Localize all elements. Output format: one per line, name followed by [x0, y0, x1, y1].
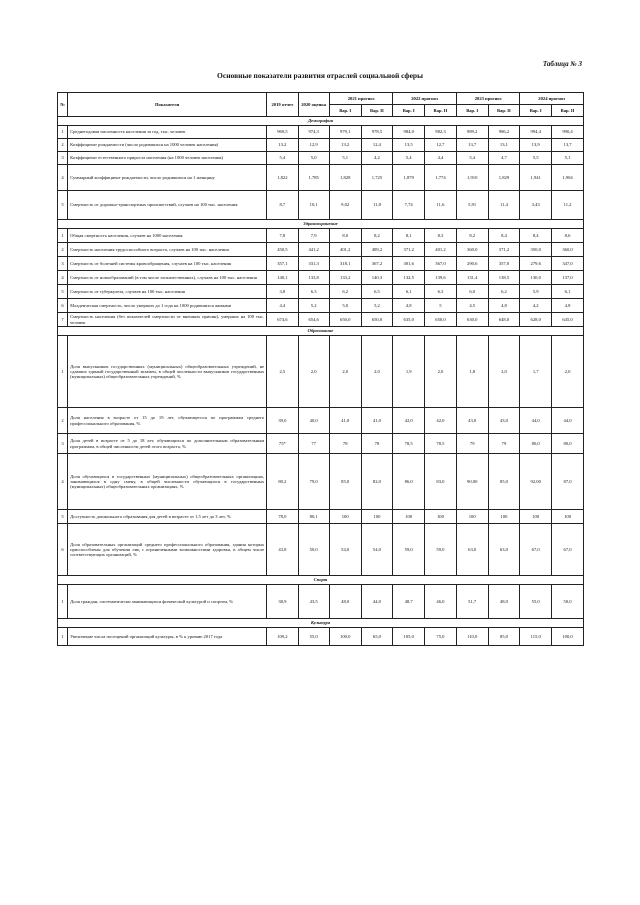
table-row [58, 299, 584, 313]
indicator-label: Увеличение числа посещений организаций культуры, в % к уровню 2017 года [68, 628, 267, 646]
header-2023: 2023 прогноз [456, 93, 520, 105]
header-2020: 2020 оценка [298, 93, 329, 117]
value-cell: 100 [488, 510, 520, 524]
value-cell: 42,0 [393, 408, 425, 434]
header-2022: 2022 прогноз [393, 93, 457, 105]
value-cell: 131,4 [456, 271, 488, 285]
table-row [58, 152, 584, 165]
row-number: 1 [58, 126, 68, 139]
indicators-table [57, 92, 584, 646]
section-row [58, 619, 584, 628]
value-cell: 4,5 [456, 299, 488, 313]
value-cell: 43,0 [488, 408, 520, 434]
indicator-label: Смертность от дорожно-транспортных происшествий, случаев на 100 тыс. населения [68, 191, 267, 220]
table-row [58, 313, 584, 327]
document-title: Основные показатели развития отраслей социальной сферы [217, 71, 423, 80]
value-cell: 12,7 [425, 139, 457, 152]
section-row [58, 576, 584, 585]
value-cell: 59,0 [425, 524, 457, 576]
indicator-label: Младенческая смертность, число умерших до 1 года на 1000 родившихся живыми [68, 299, 267, 313]
section-title: Демография [58, 117, 584, 126]
value-cell: 1,7 [520, 336, 552, 408]
row-number: 2 [58, 139, 68, 152]
value-cell: 44,0 [520, 408, 552, 434]
row-number: 1 [58, 336, 68, 408]
value-cell: 138,5 [488, 271, 520, 285]
section-title: Спорт [58, 576, 584, 585]
value-cell: 55,0 [298, 628, 329, 646]
value-cell: 13,7 [552, 139, 584, 152]
header-var: Вар. II [425, 105, 457, 117]
section-row [58, 327, 584, 336]
value-cell: 11,6 [425, 191, 457, 220]
value-cell: 350,0 [520, 243, 552, 257]
value-cell: 650,0 [361, 313, 393, 327]
value-cell: 132,5 [393, 271, 425, 285]
row-number: 7 [58, 313, 68, 327]
value-cell: 79 [456, 434, 488, 454]
value-cell: 79 [488, 434, 520, 454]
value-cell: 1,904 [552, 165, 584, 191]
value-cell: 79,0 [298, 454, 329, 510]
value-cell: 75* [267, 434, 298, 454]
value-cell: 63,0 [456, 524, 488, 576]
indicator-label: Смертность населения трудоспособного возраста, случаев на 100 тыс. населения [68, 243, 267, 257]
value-cell: 5,2 [361, 299, 393, 313]
value-cell: 137,0 [552, 271, 584, 285]
value-cell: 5 [425, 299, 457, 313]
value-cell: 8,0 [329, 229, 361, 243]
value-cell: 8,1 [393, 229, 425, 243]
value-cell: 75,0 [425, 628, 457, 646]
value-cell: 7,74 [393, 191, 425, 220]
value-cell: 55,0 [520, 585, 552, 619]
value-cell: 6,2 [329, 285, 361, 299]
value-cell: 105,0 [393, 628, 425, 646]
row-number: 1 [58, 229, 68, 243]
value-cell: 1,785 [298, 165, 329, 191]
row-number: 6 [58, 299, 68, 313]
table-row [58, 285, 584, 299]
value-cell: 2,0 [488, 336, 520, 408]
value-cell: 44,0 [552, 408, 584, 434]
value-cell: 371,2 [488, 243, 520, 257]
value-cell: 13,9 [520, 139, 552, 152]
value-cell: 83,0 [425, 454, 457, 510]
value-cell: 48,7 [393, 585, 425, 619]
value-cell: 100 [425, 510, 457, 524]
value-cell: 1,829 [488, 165, 520, 191]
value-cell: 6,3 [298, 285, 329, 299]
header-num: № [58, 93, 68, 117]
value-cell: 13,1 [488, 139, 520, 152]
value-cell: 974,3 [298, 126, 329, 139]
value-cell: 80,0 [520, 434, 552, 454]
value-cell: 318,1 [329, 257, 361, 271]
value-cell: 90,00 [456, 454, 488, 510]
row-number: 3 [58, 434, 68, 454]
value-cell: 994,4 [520, 126, 552, 139]
value-cell: 85,0 [488, 628, 520, 646]
section-row [58, 220, 584, 229]
value-cell: 80,0 [552, 434, 584, 454]
value-cell: 41,0 [329, 408, 361, 434]
row-number: 1 [58, 628, 68, 646]
header-2019: 2019 отчет [267, 93, 298, 117]
indicator-label: Доля детей в возрасте от 5 до 18 лет, обучающихся по дополнительным образовательным программам, в общей численности детей этого возраста, % [68, 434, 267, 454]
value-cell: 4,8 [552, 299, 584, 313]
value-cell: 969,5 [267, 126, 298, 139]
section-title: Культура [58, 619, 584, 628]
value-cell: 6,5 [361, 285, 393, 299]
value-cell: 80,1 [298, 510, 329, 524]
value-cell: 67,0 [552, 524, 584, 576]
indicator-label: Смертность от болезней системы кровообращения, случаев на 100 тыс. населения [68, 257, 267, 271]
value-cell: 8,7 [267, 191, 298, 220]
table-caption: Таблица № 3 [542, 60, 582, 68]
value-cell: 6,0 [456, 285, 488, 299]
value-cell: 8,2 [361, 229, 393, 243]
value-cell: 54,0 [329, 524, 361, 576]
value-cell: 78,0 [267, 510, 298, 524]
indicator-label: Доступность дошкольного образования для детей в возрасте от 1,5 лет до 3 лет, % [68, 510, 267, 524]
value-cell: 6,1 [552, 285, 584, 299]
value-cell: 63,0 [488, 524, 520, 576]
value-cell: 290,6 [456, 257, 488, 271]
value-cell: 11,8 [361, 191, 393, 220]
value-cell: 989,2 [456, 126, 488, 139]
value-cell: 5,4 [456, 152, 488, 165]
value-cell: 5,0 [329, 299, 361, 313]
value-cell: 42,0 [425, 408, 457, 434]
value-cell: 1,725 [361, 165, 393, 191]
table-row [58, 165, 584, 191]
value-cell: 41,0 [361, 408, 393, 434]
value-cell: 140,1 [267, 271, 298, 285]
table-row [58, 408, 584, 434]
value-cell: 133,2 [329, 271, 361, 285]
value-cell: 982,3 [425, 126, 457, 139]
value-cell: 43,0 [456, 408, 488, 434]
value-cell: 6,2 [488, 285, 520, 299]
value-cell: 2,5 [267, 336, 298, 408]
table-row [58, 271, 584, 285]
table-row [58, 434, 584, 454]
value-cell: 5,5 [520, 152, 552, 165]
value-cell: 82,0 [361, 454, 393, 510]
value-cell: 360,0 [552, 243, 584, 257]
indicator-label: Доля населения в возрасте от 15 до 19 лет, обучающегося по программам среднего профессионального образования, % [68, 408, 267, 434]
value-cell: 5,0 [298, 152, 329, 165]
value-cell: 100 [393, 510, 425, 524]
value-cell: 4,2 [361, 152, 393, 165]
value-cell: 51,7 [456, 585, 488, 619]
row-number: 3 [58, 152, 68, 165]
value-cell: 7,9 [298, 229, 329, 243]
indicator-label: Смертность населения (без показателей смертности от внешних причин), умерших на 100 тыс. человек [68, 313, 267, 327]
value-cell: 645,0 [552, 313, 584, 327]
value-cell: 10,1 [298, 191, 329, 220]
value-cell: 92,00 [520, 454, 552, 510]
value-cell: 984,0 [393, 126, 425, 139]
value-cell: 13,5 [393, 139, 425, 152]
value-cell: 357,0 [488, 257, 520, 271]
value-cell: 78,5 [393, 434, 425, 454]
value-cell: 441,2 [298, 243, 329, 257]
indicator-label: Коэффициент естественного прироста населения (на 1000 человек населения) [68, 152, 267, 165]
value-cell: 87,0 [552, 454, 584, 510]
value-cell: 13,2 [329, 139, 361, 152]
header-var: Вар. I [520, 105, 552, 117]
value-cell: 100 [456, 510, 488, 524]
row-number: 5 [58, 285, 68, 299]
section-title: Образование [58, 327, 584, 336]
value-cell: 401,2 [329, 243, 361, 257]
value-cell: 13,7 [456, 139, 488, 152]
value-cell: 650,0 [329, 313, 361, 327]
value-cell: 630,0 [456, 313, 488, 327]
value-cell: 331,3 [298, 257, 329, 271]
value-cell: 9,02 [329, 191, 361, 220]
header-2024: 2024 прогноз [520, 93, 584, 105]
value-cell: 100,0 [552, 628, 584, 646]
value-cell: 5,1 [552, 152, 584, 165]
row-number: 6 [58, 524, 68, 576]
value-cell: 1,774 [425, 165, 457, 191]
value-cell: 77 [298, 434, 329, 454]
value-cell: 43,5 [298, 585, 329, 619]
value-cell: 48,0 [329, 585, 361, 619]
indicator-label: Смертность от туберкулеза, случаев на 100 тыс. населения [68, 285, 267, 299]
header-var: Вар. II [361, 105, 393, 117]
value-cell: 5,9 [520, 285, 552, 299]
row-number: 1 [58, 585, 68, 619]
value-cell: 50,0 [298, 524, 329, 576]
value-cell: 78 [361, 434, 393, 454]
value-cell: 4,8 [393, 299, 425, 313]
value-cell: 489,2 [361, 243, 393, 257]
value-cell: 5,1 [329, 152, 361, 165]
value-cell: 59,0 [393, 524, 425, 576]
value-cell: 48,0 [488, 585, 520, 619]
row-number: 4 [58, 454, 68, 510]
table-row [58, 336, 584, 408]
value-cell: 367,2 [361, 257, 393, 271]
value-cell: 86,0 [393, 454, 425, 510]
indicator-label: Среднегодовая численность населения за год, тыс. человек [68, 126, 267, 139]
table-row [58, 524, 584, 576]
indicator-label: Смертность от новообразований (в том числе злокачественных), случаев на 100 тыс. населения [68, 271, 267, 285]
value-cell: 650,0 [425, 313, 457, 327]
value-cell: 67,0 [520, 524, 552, 576]
value-cell: 44,0 [361, 585, 393, 619]
value-cell: 85,0 [488, 454, 520, 510]
table-row [58, 510, 584, 524]
value-cell: 8,6 [552, 229, 584, 243]
table-body [58, 117, 584, 646]
header-indicator: Показатели [68, 93, 267, 117]
indicator-label: Доля выпускников государственных (муниципальных) общеобразовательных учреждений, не сдавших единый государственный экзамен, в общей численности выпускников государственных (муниципальных) общеобразовательных учреждений, % [68, 336, 267, 408]
value-cell: 5,4 [267, 152, 298, 165]
value-cell: 109,2 [267, 628, 298, 646]
table-row [58, 243, 584, 257]
value-cell: 80,2 [267, 454, 298, 510]
value-cell: 367,0 [425, 257, 457, 271]
value-cell: 100 [552, 510, 584, 524]
value-cell: 2,0 [329, 336, 361, 408]
section-title: Здравоохранение [58, 220, 584, 229]
row-number: 2 [58, 243, 68, 257]
value-cell: 133,8 [298, 271, 329, 285]
value-cell: 12,9 [298, 139, 329, 152]
value-cell: 139,6 [425, 271, 457, 285]
value-cell: 8,3 [425, 229, 457, 243]
value-cell: 50,0 [552, 585, 584, 619]
value-cell: 3,8 [267, 285, 298, 299]
header-row-1 [58, 93, 584, 105]
value-cell: 347,0 [552, 257, 584, 271]
value-cell: 65,0 [361, 628, 393, 646]
value-cell: 4,4 [267, 299, 298, 313]
value-cell: 54,0 [361, 524, 393, 576]
value-cell: 7,8 [267, 229, 298, 243]
value-cell: 100,0 [329, 628, 361, 646]
value-cell: 1,8 [456, 336, 488, 408]
value-cell: 450,5 [267, 243, 298, 257]
value-cell: 8,2 [456, 229, 488, 243]
header-var: Вар. II [488, 105, 520, 117]
row-number: 4 [58, 271, 68, 285]
value-cell: 4,8 [488, 299, 520, 313]
table-row [58, 454, 584, 510]
table-row [58, 191, 584, 220]
value-cell: 100 [329, 510, 361, 524]
indicator-label: Коэффициент рождаемости (число родившихся на 1000 человек населения) [68, 139, 267, 152]
value-cell: 140,3 [361, 271, 393, 285]
value-cell: 2,0 [552, 336, 584, 408]
value-cell: 2,0 [425, 336, 457, 408]
value-cell: 100 [520, 510, 552, 524]
value-cell: 978,5 [361, 126, 393, 139]
value-cell: 115,0 [520, 628, 552, 646]
value-cell: 46,0 [425, 585, 457, 619]
value-cell: 4,2 [520, 299, 552, 313]
row-number: 3 [58, 257, 68, 271]
value-cell: 78,5 [425, 434, 457, 454]
value-cell: 130,0 [520, 271, 552, 285]
value-cell: 2,0 [361, 336, 393, 408]
indicator-label: Доля образовательных организаций среднего профессионального образования, здания которых приспособлены для обучения лиц с ограниченными возможностями здоровья, в общем числе соответствующих организаций, % [68, 524, 267, 576]
value-cell: 8,4 [488, 229, 520, 243]
value-cell: 401,2 [425, 243, 457, 257]
value-cell: 1,828 [329, 165, 361, 191]
value-cell: 38,9 [267, 585, 298, 619]
indicator-label: Доля обучающихся в государственных (муниципальных) общеобразовательных организациях, занимающихся в одну смену, в общей численности обучающихся в государственных (муниципальных) общеобразовательных организациях, % [68, 454, 267, 510]
value-cell: 979,1 [329, 126, 361, 139]
value-cell: 43,8 [267, 524, 298, 576]
table-row [58, 585, 584, 619]
row-number: 4 [58, 165, 68, 191]
value-cell: 357,1 [267, 257, 298, 271]
value-cell: 4,7 [488, 152, 520, 165]
table-row [58, 139, 584, 152]
value-cell: 648,0 [488, 313, 520, 327]
value-cell: 100 [361, 510, 393, 524]
value-cell: 4,4 [425, 152, 457, 165]
table-row [58, 257, 584, 271]
value-cell: 1,879 [393, 165, 425, 191]
value-cell: 674,6 [267, 313, 298, 327]
value-cell: 1,822 [267, 165, 298, 191]
table-row [58, 229, 584, 243]
header-var: Вар. I [393, 105, 425, 117]
value-cell: 11,2 [552, 191, 584, 220]
value-cell: 6,1 [393, 285, 425, 299]
value-cell: 1,9 [393, 336, 425, 408]
value-cell: 1,941 [520, 165, 552, 191]
section-row [58, 117, 584, 126]
header-var: Вар. I [456, 105, 488, 117]
value-cell: 85,0 [329, 454, 361, 510]
value-cell: 78 [329, 434, 361, 454]
value-cell: 11,4 [488, 191, 520, 220]
indicator-label: Суммарный коэффициент рождаемости, число родившихся на 1 женщину [68, 165, 267, 191]
indicator-label: Доля граждан, систематически занимающихся физической культурой и спортом, % [68, 585, 267, 619]
value-cell: 990,4 [552, 126, 584, 139]
value-cell: 301,6 [393, 257, 425, 271]
value-cell: 13,2 [267, 139, 298, 152]
value-cell: 3,43 [520, 191, 552, 220]
value-cell: 635,0 [393, 313, 425, 327]
value-cell: 654,6 [298, 313, 329, 327]
value-cell: 39,0 [267, 408, 298, 434]
value-cell: 1,910 [456, 165, 488, 191]
table-row [58, 126, 584, 139]
value-cell: 279,6 [520, 257, 552, 271]
value-cell: 986,2 [488, 126, 520, 139]
value-cell: 40,0 [298, 408, 329, 434]
value-cell: 12,4 [361, 139, 393, 152]
header-var: Вар. I [329, 105, 361, 117]
value-cell: 110,0 [456, 628, 488, 646]
value-cell: 371,2 [393, 243, 425, 257]
value-cell: 2,0 [298, 336, 329, 408]
indicator-label: Общая смертность населения, случаев на 1000 населения [68, 229, 267, 243]
value-cell: 8,4 [520, 229, 552, 243]
table-row [58, 628, 584, 646]
value-cell: 5,2 [298, 299, 329, 313]
row-number: 5 [58, 191, 68, 220]
value-cell: 5,4 [393, 152, 425, 165]
row-number: 2 [58, 408, 68, 434]
value-cell: 6,3 [425, 285, 457, 299]
value-cell: 360,0 [456, 243, 488, 257]
row-number: 5 [58, 510, 68, 524]
value-cell: 5,91 [456, 191, 488, 220]
value-cell: 628,0 [520, 313, 552, 327]
header-var: Вар. II [552, 105, 584, 117]
header-2021: 2021 прогноз [329, 93, 393, 105]
